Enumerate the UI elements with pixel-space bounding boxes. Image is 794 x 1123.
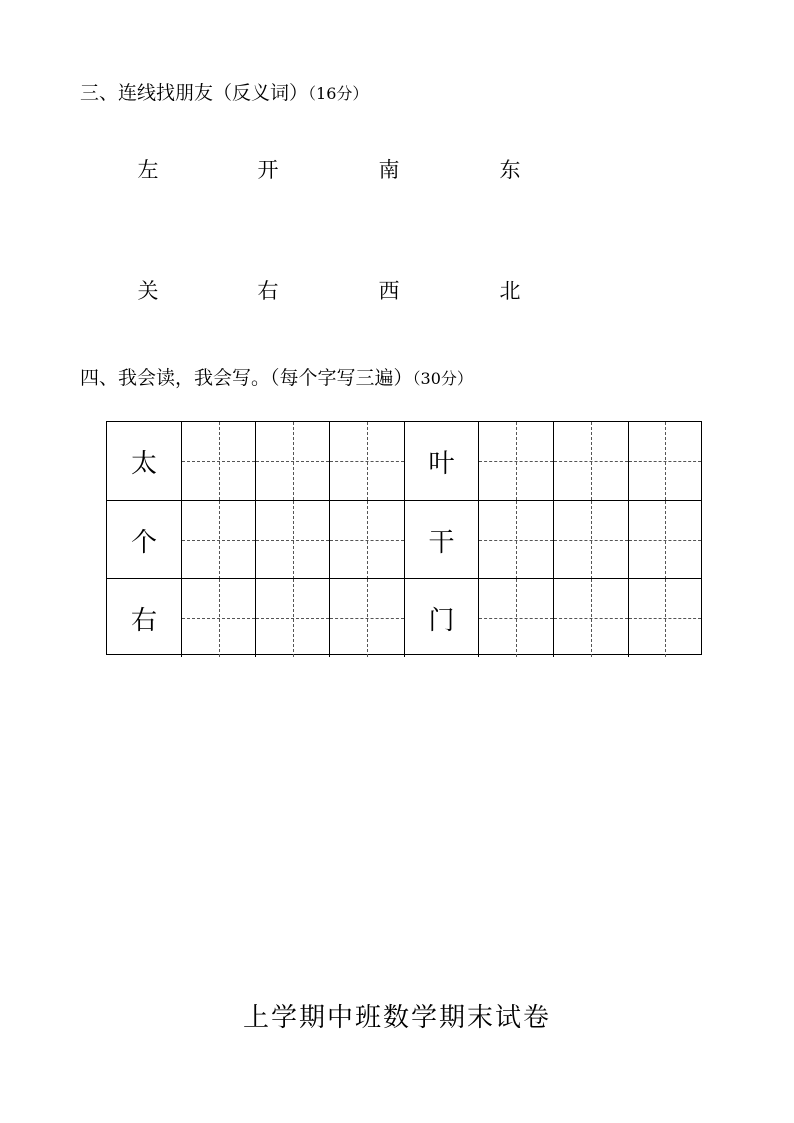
section-3-heading — [80, 81, 368, 106]
practice-cell[interactable] — [255, 579, 329, 657]
practice-cell[interactable] — [329, 501, 404, 579]
antonym-bottom-row — [0, 276, 794, 306]
practice-cell[interactable] — [628, 579, 701, 657]
antonym-word[interactable]: 右 — [257, 279, 279, 303]
practice-cell[interactable] — [628, 422, 701, 500]
antonym-word[interactable]: 东 — [499, 158, 521, 182]
practice-cell[interactable] — [553, 579, 628, 657]
antonym-word[interactable]: 北 — [499, 279, 521, 303]
practice-cell[interactable] — [478, 501, 553, 579]
exam-title: 上学期中班数学期末试卷 — [242, 1003, 551, 1033]
practice-cell[interactable] — [181, 422, 255, 500]
antonym-word[interactable]: 关 — [137, 279, 159, 303]
model-character-cell: 个 — [130, 527, 157, 558]
section-3-title: 三、连线找朋友（反义词） — [80, 82, 309, 104]
section-4-heading — [80, 366, 473, 391]
model-character-cell: 干 — [404, 501, 478, 579]
grid-row — [107, 422, 701, 500]
antonym-word[interactable]: 西 — [378, 279, 400, 303]
practice-cell[interactable] — [553, 422, 628, 500]
section-4-title: 四、我会读，我会写。（每个字写三遍） — [80, 367, 413, 389]
practice-cell[interactable] — [181, 579, 255, 657]
section-4-score: （30分） — [412, 369, 473, 388]
practice-cell[interactable] — [329, 422, 404, 500]
practice-cell[interactable] — [628, 501, 701, 579]
model-character-cell: 右 — [130, 605, 157, 636]
grid-row — [107, 578, 701, 657]
antonym-top-row — [0, 155, 794, 185]
antonym-word[interactable]: 开 — [257, 158, 279, 182]
model-character-cell: 门 — [404, 579, 478, 657]
practice-cell[interactable] — [329, 579, 404, 657]
model-character-cell: 叶 — [404, 422, 478, 500]
section-3-score: （16分） — [308, 84, 369, 103]
antonym-word[interactable]: 左 — [137, 158, 159, 182]
practice-cell[interactable] — [478, 422, 553, 500]
grid-row — [107, 500, 701, 579]
writing-grid — [106, 421, 702, 655]
practice-cell[interactable] — [255, 422, 329, 500]
practice-cell[interactable] — [478, 579, 553, 657]
model-character-cell: 太 — [130, 448, 157, 479]
practice-cell[interactable] — [553, 501, 628, 579]
practice-cell[interactable] — [255, 501, 329, 579]
practice-cell[interactable] — [181, 501, 255, 579]
antonym-word[interactable]: 南 — [378, 158, 400, 182]
